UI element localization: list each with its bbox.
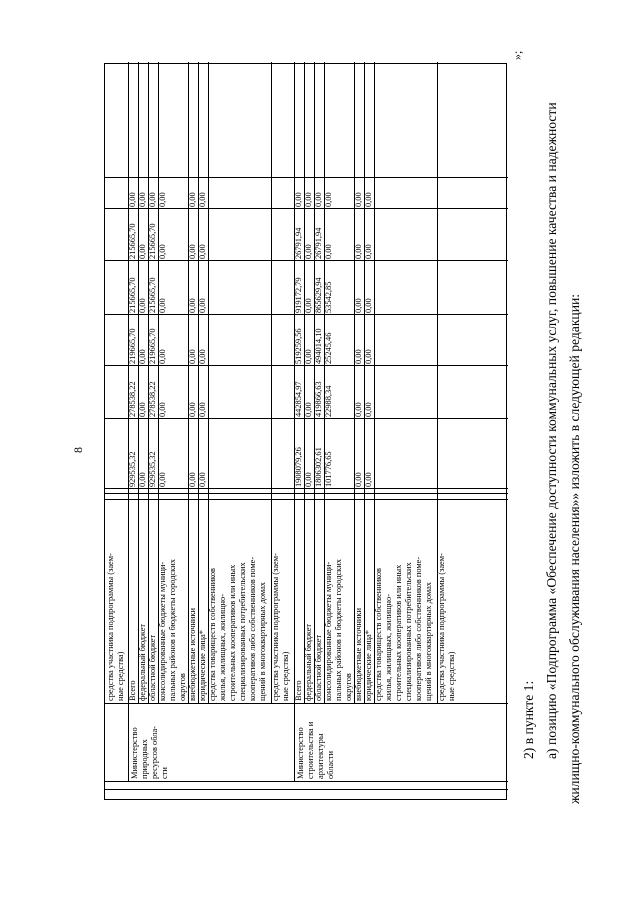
row-label: кооперативов либо собственников поме-	[414, 556, 423, 701]
cell-value: 0,00	[158, 402, 167, 417]
cell-value: 101776,65	[324, 451, 333, 487]
cell-value: 0,00	[188, 298, 197, 313]
row-label: Всего	[128, 680, 137, 701]
row-label: строительных кооперативов или иных	[394, 564, 403, 701]
row-label: консолидированные бюджеты муници-	[158, 561, 167, 701]
cell-value: 919172,79	[294, 277, 303, 313]
cell-value: 0,00	[304, 472, 313, 487]
row-label: внебюджетные источники	[354, 608, 363, 701]
department-name: области	[326, 751, 335, 779]
cell-value: 0,00	[158, 192, 167, 207]
cell-value: 215665,70	[148, 223, 157, 259]
row-label: средства участника подпрограммы (заем-	[106, 553, 115, 701]
cell-value: 26791,94	[314, 227, 323, 259]
cell-value: 0,00	[138, 192, 147, 207]
cell-value: 0,00	[138, 349, 147, 364]
cell-value: 26791,94	[294, 227, 303, 259]
cell-value: 0,00	[158, 472, 167, 487]
cell-value: 0,00	[304, 298, 313, 313]
cell-value: 0,00	[138, 472, 147, 487]
cell-value: 0,00	[364, 472, 373, 487]
item-paragraph-line2: жилищно-коммунального обслуживания населения»» изложить в следующей редакции:	[567, 293, 582, 804]
department-name: ресурсов обла-	[150, 726, 159, 779]
cell-value: 0,00	[198, 244, 207, 259]
row-label: консолидированные бюджеты муници-	[324, 561, 333, 701]
cell-value: 0,00	[364, 298, 373, 313]
cell-value: 0,00	[198, 349, 207, 364]
row-label: специализированных потребительских	[404, 562, 413, 701]
cell-value: 0,00	[158, 298, 167, 313]
row-label: средства участника подпрограммы (заем-	[271, 553, 280, 701]
cell-value: 0,00	[304, 244, 313, 259]
row-label: жилья, жилищных, жилищно-	[384, 593, 393, 701]
row-label: ные средства)	[116, 651, 125, 701]
cell-value: 0,00	[304, 349, 313, 364]
cell-value: 0,00	[188, 472, 197, 487]
cell-value: 442854,97	[294, 381, 303, 417]
row-label: юридические лица*	[198, 630, 207, 701]
cell-value: 0,00	[354, 402, 363, 417]
cell-value: 0,00	[354, 472, 363, 487]
cell-value: 0,00	[354, 298, 363, 313]
cell-value: 219665,70	[148, 328, 157, 364]
cell-value: 0,00	[128, 192, 137, 207]
cell-value: 215665,70	[128, 277, 137, 313]
row-label: округов	[178, 673, 187, 701]
row-label: специализированных потребительских	[238, 562, 247, 701]
department-name: Министерство	[296, 727, 305, 779]
row-label: юридические лица*	[364, 630, 373, 701]
cell-value: 0,00	[314, 192, 323, 207]
cell-value: 1908079,26	[294, 447, 303, 487]
cell-value: 278538,22	[128, 381, 137, 417]
row-label: средства товариществ собственников	[374, 568, 383, 701]
cell-value: 0,00	[188, 402, 197, 417]
department-name: сти	[160, 767, 169, 779]
row-label: федеральный бюджет	[138, 623, 147, 701]
cell-value: 215665,70	[148, 277, 157, 313]
cell-value: 0,00	[188, 244, 197, 259]
cell-value: 215665,70	[128, 223, 137, 259]
cell-value: 278538,22	[148, 381, 157, 417]
cell-value: 929535,32	[148, 451, 157, 487]
cell-value: 0,00	[198, 402, 207, 417]
row-label: кооперативов либо собственников поме-	[248, 556, 257, 701]
cell-value: 0,00	[138, 298, 147, 313]
cell-value: 0,00	[198, 472, 207, 487]
department-name: строительства и	[306, 721, 315, 779]
cell-value: 0,00	[364, 244, 373, 259]
row-label: средства товариществ собственников	[208, 568, 217, 701]
row-label: областной бюджет	[314, 634, 323, 701]
cell-value: 0,00	[354, 349, 363, 364]
cell-value: 0,00	[198, 192, 207, 207]
row-label: внебюджетные источники	[188, 608, 197, 701]
row-label: пальных районов и бюджеты городских	[168, 559, 177, 701]
cell-value: 0,00	[364, 349, 373, 364]
cell-value: 0,00	[294, 192, 303, 207]
row-label: жилья, жилищных, жилищно-	[218, 593, 227, 701]
cell-value: 0,00	[198, 298, 207, 313]
cell-value: 0,00	[158, 244, 167, 259]
cell-value: 0,00	[304, 402, 313, 417]
cell-value: 0,00	[324, 244, 333, 259]
row-label: ные средства)	[281, 651, 290, 701]
row-label: щений в многоквартирных домах	[424, 582, 433, 701]
cell-value: 0,00	[354, 244, 363, 259]
item-paragraph-line1: а) позицию «Подпрограмма «Обеспечение доступности коммунальных услуг, повышение качества и надежности	[544, 102, 559, 759]
cell-value: 22988,34	[324, 385, 333, 417]
row-label: Всего	[294, 680, 303, 701]
row-label: округов	[344, 673, 353, 701]
cell-value: 0,00	[354, 192, 363, 207]
row-label: федеральный бюджет	[304, 623, 313, 701]
cell-value: 0,00	[324, 192, 333, 207]
cell-value: 0,00	[138, 244, 147, 259]
cell-value: 0,00	[188, 192, 197, 207]
cell-value: 219665,70	[128, 328, 137, 364]
cell-value: 0,00	[364, 402, 373, 417]
closing-mark: »;	[510, 50, 524, 60]
item-heading: 2) в пункте 1:	[521, 680, 536, 759]
cell-value: 865629,94	[314, 277, 323, 313]
cell-value: 419866,63	[314, 381, 323, 417]
row-label: средства участника подпрограммы (заем-	[437, 553, 446, 701]
cell-value: 0,00	[148, 192, 157, 207]
department-name: архитектуры	[316, 733, 325, 779]
budget-table	[104, 63, 507, 800]
cell-value: 0,00	[364, 192, 373, 207]
row-label: пальных районов и бюджеты городских	[334, 559, 343, 701]
cell-value: 494014,10	[314, 328, 323, 364]
cell-value: 0,00	[138, 402, 147, 417]
row-label: щений в многоквартирных домах	[258, 582, 267, 701]
cell-value: 25245,46	[324, 332, 333, 364]
department-name: Министерство	[130, 727, 139, 779]
cell-value: 929535,32	[128, 451, 137, 487]
cell-value: 519259,56	[294, 328, 303, 364]
page-number: 8	[71, 447, 85, 453]
cell-value: 53542,85	[324, 281, 333, 313]
row-label: областной бюджет	[148, 634, 157, 701]
row-label: строительных кооперативов или иных	[228, 564, 237, 701]
cell-value: 0,00	[304, 192, 313, 207]
row-label: ные средства)	[447, 651, 456, 701]
cell-value: 0,00	[188, 349, 197, 364]
cell-value: 1806302,61	[314, 447, 323, 487]
department-name: природных	[140, 739, 149, 779]
cell-value: 0,00	[158, 349, 167, 364]
